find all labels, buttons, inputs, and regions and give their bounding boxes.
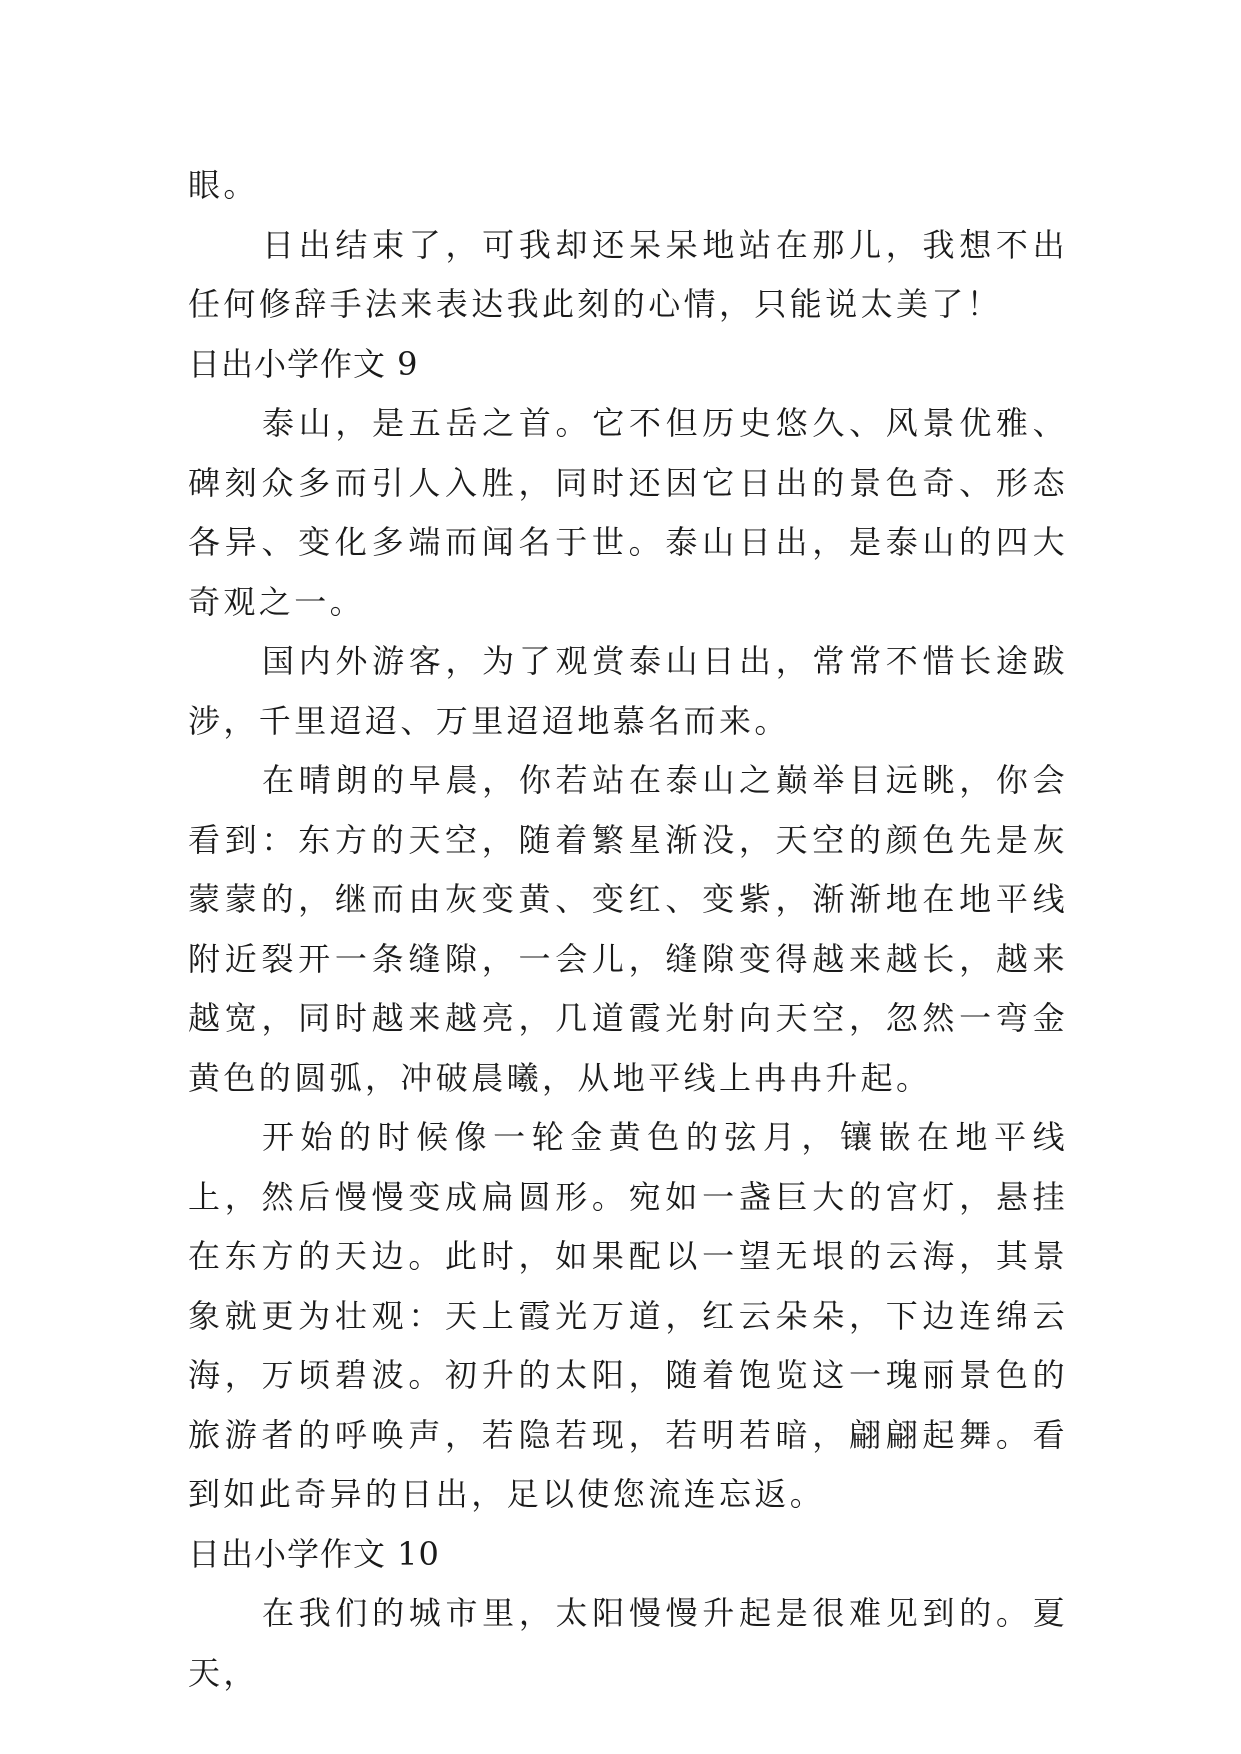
paragraph: 日出结束了，可我却还呆呆地站在那儿，我想不出任何修辞手法来表达我此刻的心情，只能说太美了！ (188, 225, 1068, 323)
document-body (188, 156, 1068, 1703)
paragraph: 在我们的城市里，太阳慢慢升起是很难见到的。夏天， (188, 1594, 1068, 1692)
paragraph: 开始的时候像一轮金黄色的弦月，镶嵌在地平线上，然后慢慢变成扁圆形。宛如一盏巨大的宫灯，悬挂在东方的天边。此时，如果配以一望无垠的云海，其景象就更为壮观：天上霞光万道，红云朵朵，下边连绵云海，万顷碧波。初升的太阳，随着饱览这一瑰丽景色的旅游者的呼唤声，若隐若现，若明若暗，翩翩起舞。看到如此奇异的日出，足以使您流连忘返。 (188, 1118, 1068, 1513)
essay-heading: 日出小学作文 10 (188, 1534, 440, 1573)
paragraph: 泰山，是五岳之首。它不但历史悠久、风景优雅、碑刻众多而引人入胜，同时还因它日出的景色奇、形态各异、变化多端而闻名于世。泰山日出，是泰山的四大奇观之一。 (188, 404, 1068, 621)
paragraph: 国内外游客，为了观赏泰山日出，常常不惜长途跋涉，千里迢迢、万里迢迢地慕名而来。 (188, 642, 1068, 740)
paragraph: 在晴朗的早晨，你若站在泰山之巅举目远眺，你会看到：东方的天空，随着繁星渐没，天空的颜色先是灰蒙蒙的，继而由灰变黄、变红、变紫，渐渐地在地平线附近裂开一条缝隙，一会儿，缝隙变得越来越长，越来越宽，同时越来越亮，几道霞光射向天空，忽然一弯金黄色的圆弧，冲破晨曦，从地平线上冉冉升起。 (188, 761, 1068, 1097)
essay-heading: 日出小学作文 9 (188, 344, 419, 383)
paragraph-continuation: 眼。 (188, 166, 259, 204)
